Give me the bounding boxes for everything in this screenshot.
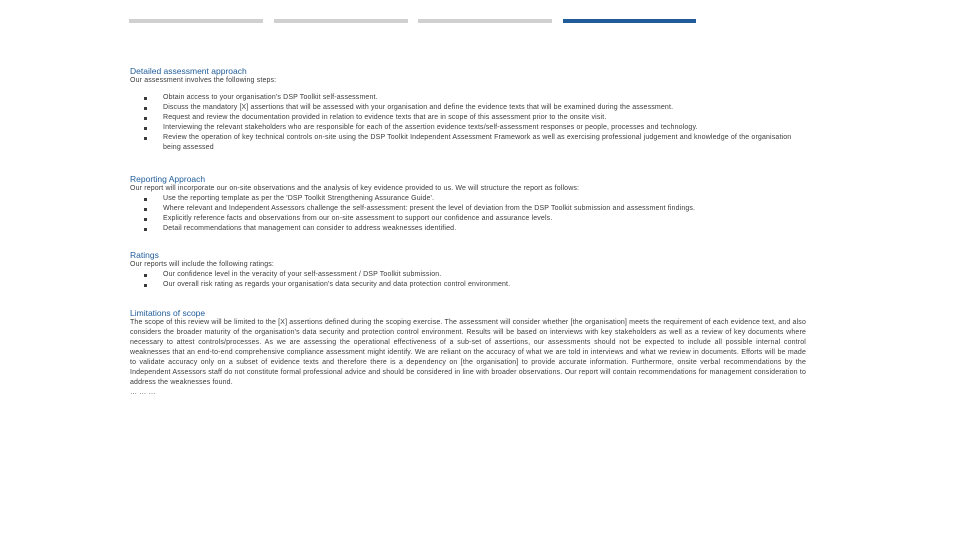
section-heading: Reporting Approach bbox=[130, 174, 206, 184]
list-item: Detail recommendations that management can consider to address weaknesses identified. bbox=[130, 224, 806, 234]
progress-indicator bbox=[129, 19, 696, 24]
bullet-list bbox=[130, 93, 806, 153]
progress-segment-1 bbox=[129, 19, 263, 23]
section-heading: Detailed assessment approach bbox=[130, 66, 247, 76]
section-ratings bbox=[130, 250, 806, 290]
list-item: Obtain access to your organisation's DSP Toolkit self-assessment. bbox=[130, 93, 806, 103]
list-item: Use the reporting template as per the 'DSP Toolkit Strengthening Assurance Guide'. bbox=[130, 194, 806, 204]
document-body bbox=[130, 66, 806, 398]
bullet-list bbox=[130, 270, 806, 290]
progress-segment-4-active bbox=[563, 19, 696, 23]
list-item: Our confidence level in the veracity of your self-assessment / DSP Toolkit submission. bbox=[130, 270, 806, 280]
list-item: Request and review the documentation provided in relation to evidence texts that are in scope of this assessment prior to the onsite visit. bbox=[130, 113, 806, 123]
list-item: Our overall risk rating as regards your organisation's data security and data protection control environment. bbox=[130, 280, 806, 290]
progress-segment-3 bbox=[418, 19, 552, 23]
list-item: Explicitly reference facts and observations from our on-site assessment to support our confidence and assurance levels. bbox=[130, 214, 806, 224]
section-approach bbox=[130, 66, 806, 153]
section-reporting bbox=[130, 174, 806, 234]
section-heading: Ratings bbox=[130, 250, 159, 260]
list-item: Review the operation of key technical controls on-site using the DSP Toolkit Independent Assessment Framework as well as exercising professional judgement and knowledge of the organisation being assessed bbox=[130, 133, 806, 153]
section-intro: Our report will incorporate our on-site observations and the analysis of key evidence provided to us. We will structure the report as follows: bbox=[130, 185, 580, 192]
section-heading: Limitations of scope bbox=[130, 308, 206, 318]
bullet-list bbox=[130, 194, 806, 234]
list-item: Where relevant and Independent Assessors challenge the self-assessment: present the level of deviation from the DSP Toolkit submission and assessment findings. bbox=[130, 204, 806, 214]
section-body: The scope of this review will be limited to the [X] assertions defined during the scoping exercise. The assessment will consider whether [the organisation] meets the requirement of each evidence text, and also considers the broader maturity of the organisation's data security and protection control environment. Results will be based on interviews with key stakeholders as well as a review of key documents where necessary to attest controls/processes. As we are assessing the operational effectiveness of a sub-set of assertions, our assessments should not be expected to include all possible internal control weaknesses that an end-to-end comprehensive compliance assessment might identify. We are reliant on the accuracy of what we are told in interviews and what we review in documents. Efforts will be made to validate accuracy only on a subset of evidence texts and therefore there is a dependency on [the organisation] to provide accurate information. Furthermore, onsite verbal recommendations by the Independent Assessors staff do not constitute formal professional advice and should be considered in line with broader observations. Our report will contain recommendations for management consideration to address the weaknesses found. bbox=[130, 319, 806, 386]
section-intro: Our assessment involves the following steps: bbox=[130, 77, 277, 84]
list-item: Interviewing the relevant stakeholders who are responsible for each of the assertion evidence texts/self-assessment responses or people, processes and technology. bbox=[130, 123, 806, 133]
list-item: Discuss the mandatory [X] assertions that will be assessed with your organisation and define the evidence texts that will be examined during the assessment. bbox=[130, 103, 806, 113]
ellipsis-text: … … … bbox=[130, 389, 156, 396]
progress-segment-2 bbox=[274, 19, 408, 23]
section-limitations bbox=[130, 308, 806, 398]
section-intro: Our reports will include the following ratings: bbox=[130, 261, 275, 268]
